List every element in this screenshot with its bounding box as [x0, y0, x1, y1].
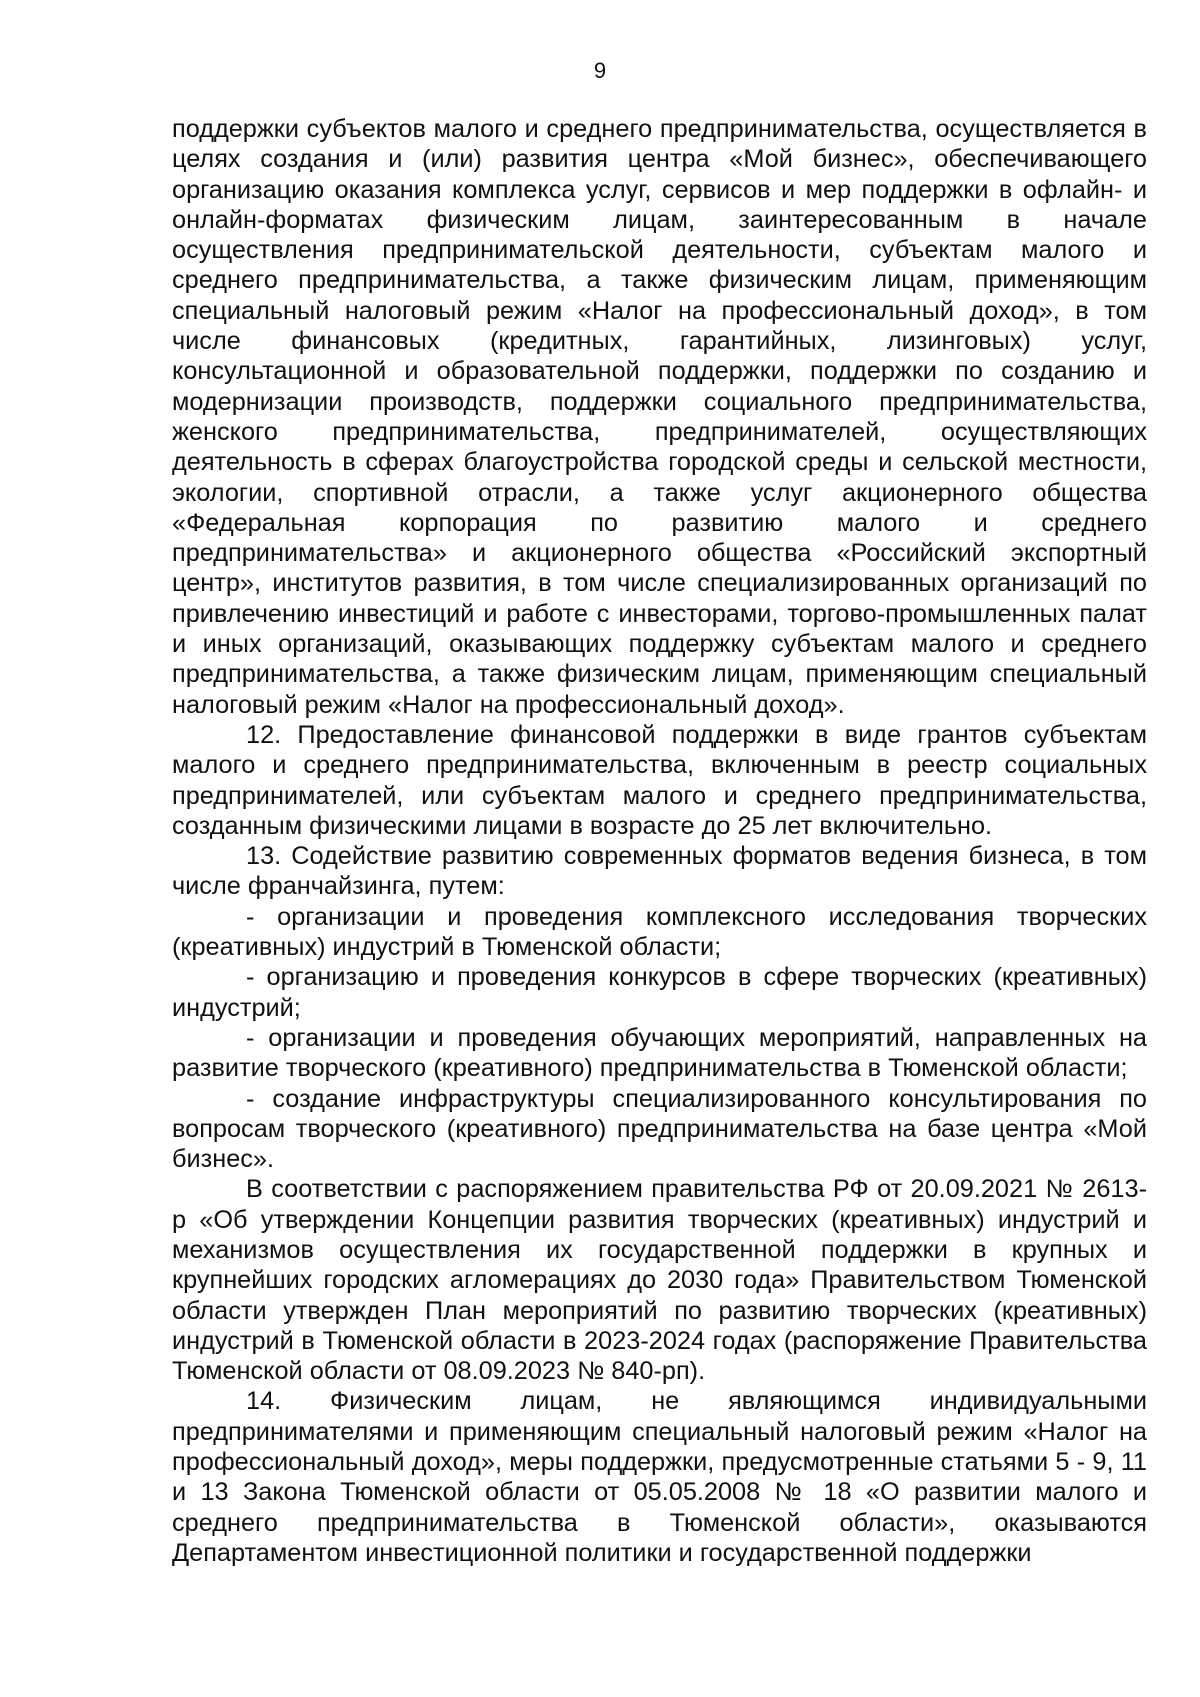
document-body	[172, 114, 1147, 1568]
paragraph-item-14: 14. Физическим лицам, не являющимся индивидуальными предпринимателями и применяющим специальный налоговый режим «Налог на профессиональный доход», меры поддержки, предусмотренные статьями 5 - 9, 11 и 13 Закона Тюменской области от 05.05.2008 № 18 «О развитии малого и среднего предпринимательства в Тюменской области», оказываются Департаментом инвестиционной политики и государственной поддержки	[172, 1387, 1147, 1567]
paragraph-decree-reference: В соответствии с распоряжением правительства РФ от 20.09.2021 № 2613-р «Об утверждении Концепции развития творческих (креативных) индустрий и механизмов осуществления их государственной поддержки в крупных и крупнейших городских агломерациях до 2030 года» Правительством Тюменской области утвержден План мероприятий по развитию творческих (креативных) индустрий в Тюменской области в 2023-2024 годах (распоряжение Правительства Тюменской области от 08.09.2023 № 840-рп).	[172, 1175, 1147, 1386]
list-item: - организации и проведения комплексного исследования творческих (креативных) индустрий в Тюменской области;	[172, 902, 1147, 962]
paragraph-item-12: 12. Предоставление финансовой поддержки в виде грантов субъектам малого и среднего предпринимательства, включенным в реестр социальных предпринимателей, или субъектам малого и среднего предпринимательства, созданным физическими лицами в возрасте до 25 лет включительно.	[172, 720, 1147, 840]
paragraph-continuation: поддержки субъектов малого и среднего предпринимательства, осуществляется в целях создания и (или) развития центра «Мой бизнес», обеспечивающего организацию оказания комплекса услуг, сервисов и мер поддержки в офлайн- и онлайн-форматах физическим лицам, заинтересованным в начале осуществления предпринимательской деятельности, субъектам малого и среднего предпринимательства, а также физическим лицам, применяющим специальный налоговый режим «Налог на профессиональный доход», в том числе финансовых (кредитных, гарантийных, лизинговых) услуг, консультационной и образовательной поддержки, поддержки по созданию и модернизации производств, поддержки социального предпринимательства, женского предпринимательства, предпринимателей, осуществляющих деятельность в сферах благоустройства городской среды и сельской местности, экологии, спортивной отрасли, а также услуг акционерного общества «Федеральная корпорация по развитию малого и среднего предпринимательства» и акционерного общества «Российский экспортный центр», институтов развития, в том числе специализированных организаций по привлечению инвестиций и работе с инвесторами, торгово-промышленных палат и иных организаций, оказывающих поддержку субъектам малого и среднего предпринимательства, а также физическим лицам, применяющим специальный налоговый режим «Налог на профессиональный доход».	[172, 115, 1147, 719]
page-number: 9	[593, 58, 607, 83]
list-item: - создание инфраструктуры специализированного консультирования по вопросам творческого (креативного) предпринимательства на базе центра «Мой бизнес».	[172, 1084, 1147, 1174]
list-item: - организации и проведения обучающих мероприятий, направленных на развитие творческого (креативного) предпринимательства в Тюменской области;	[172, 1023, 1147, 1083]
paragraph-item-13: 13. Содействие развитию современных форматов ведения бизнеса, в том числе франчайзинга, путем:	[172, 842, 1147, 901]
list-item: - организацию и проведения конкурсов в сфере творческих (креативных) индустрий;	[172, 963, 1147, 1022]
